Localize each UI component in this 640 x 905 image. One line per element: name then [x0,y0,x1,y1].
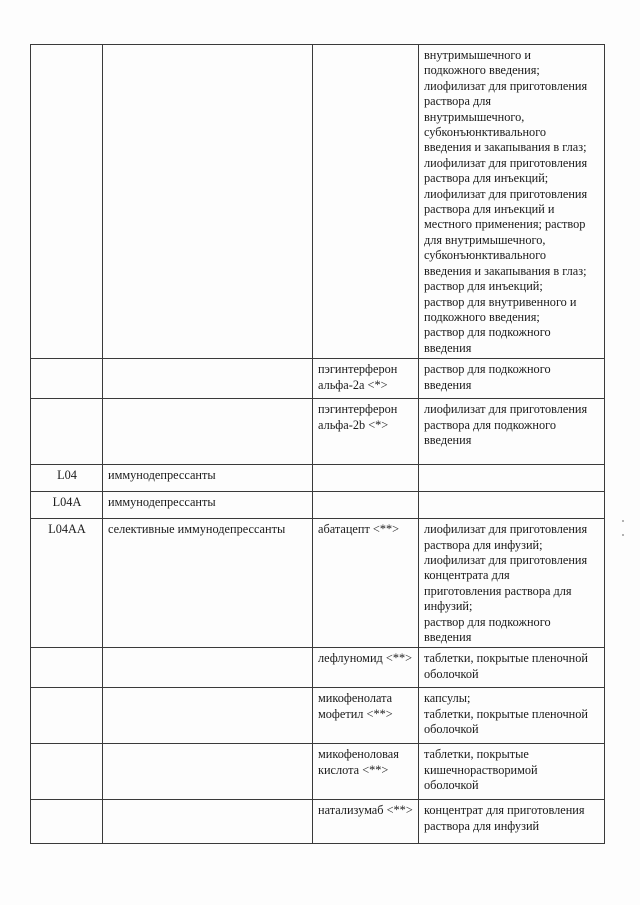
table-row [31,744,605,800]
table-row [31,800,605,844]
atc-code-cell: L04 [31,465,103,492]
dosage-form-line: раствор для инъекций; [424,279,543,294]
dosage-form-line: лиофилизат для приготовления [424,78,588,93]
dosage-form-line: субконъюнктивального [424,125,547,140]
table-row [31,492,605,519]
table-row [31,399,605,465]
dosage-form-line: для внутримышечного, [424,232,546,247]
dosage-form-line: лиофилизат для приготовления [424,186,588,201]
dosage-form-line: субконъюнктивального [424,248,547,263]
dosage-forms-cell [419,359,605,399]
dosage-form-line: лиофилизат для приготовления [424,155,588,170]
atc-code-cell [31,359,103,399]
dosage-forms-cell [419,45,605,359]
group-cell [103,744,313,800]
dosage-form-line: таблетки, покрытые пленочной [424,706,588,721]
dosage-forms-cell [419,399,605,465]
atc-code-cell [31,744,103,800]
atc-code-cell [31,399,103,465]
dosage-form-line: инфузий; [424,599,473,614]
group-cell [103,45,313,359]
dosage-form-line: оболочкой [424,666,479,681]
scan-speck [622,534,624,536]
dosage-form-line: местного применения; раствор [424,217,586,232]
dosage-forms-cell [419,465,605,492]
dosage-forms-cell [419,800,605,844]
dosage-forms-cell [419,688,605,744]
dosage-form-line: раствора для инъекций; [424,171,549,186]
dosage-form-line: концентрата для [424,568,510,583]
group-cell [103,399,313,465]
group-cell: селективные иммунодепрессанты [103,519,313,648]
dosage-form-line: раствора для инфузий; [424,537,543,552]
dosage-form-line: внутримышечного, [424,109,525,124]
dosage-form-line: раствор для внутривенного и [424,294,577,309]
table-row [31,465,605,492]
atc-code-cell: L04AA [31,519,103,648]
dosage-form-line: введения [424,377,472,392]
drug-cell [313,45,419,359]
atc-code-cell: L04A [31,492,103,519]
dosage-form-line: лиофилизат для приготовления [424,522,588,537]
drug-cell: натализумаб <**> [313,800,419,844]
dosage-form-line: раствор для подкожного [424,362,551,377]
drug-cell: лефлуномид <**> [313,648,419,688]
group-cell [103,359,313,399]
dosage-form-line: лиофилизат для приготовления [424,402,588,417]
group-cell [103,688,313,744]
drug-cell [313,465,419,492]
dosage-form-line: введения [424,340,472,355]
dosage-form-line: лиофилизат для приготовления [424,552,588,567]
dosage-form-line: подкожного введения; [424,63,540,78]
dosage-form-line: концентрат для приготовления [424,803,585,818]
scan-speck [622,520,624,522]
medicines-table [30,44,605,844]
dosage-form-line: оболочкой [424,722,479,737]
dosage-form-line: раствора для инъекций и [424,202,555,217]
atc-code-cell [31,45,103,359]
drug-cell: пэгинтерферон альфа-2b <*> [313,399,419,465]
dosage-form-line: капсулы; [424,691,471,706]
dosage-forms-cell [419,648,605,688]
atc-code-cell [31,800,103,844]
dosage-form-line: раствор для подкожного [424,614,551,629]
table-row [31,45,605,359]
dosage-form-line: внутримышечного и [424,48,531,62]
drug-cell: пэгинтерферон альфа-2a <*> [313,359,419,399]
dosage-form-line: введения [424,629,472,644]
drug-cell: абатацепт <**> [313,519,419,648]
dosage-form-line: кишечнорастворимой [424,762,538,777]
table-row [31,648,605,688]
dosage-form-line: подкожного введения; [424,309,540,324]
group-cell: иммунодепрессанты [103,492,313,519]
table-row [31,519,605,648]
dosage-form-line: введения и закапывания в глаз; [424,140,587,155]
atc-code-cell [31,648,103,688]
dosage-forms-cell [419,492,605,519]
drug-cell: микофенолата мофетил <**> [313,688,419,744]
dosage-form-line: оболочкой [424,778,479,793]
dosage-form-line: раствор для подкожного [424,325,551,340]
drug-cell [313,492,419,519]
drug-cell: микофеноловая кислота <**> [313,744,419,800]
group-cell [103,648,313,688]
dosage-form-line: введения [424,432,472,447]
dosage-forms-cell [419,519,605,648]
table-row [31,688,605,744]
group-cell: иммунодепрессанты [103,465,313,492]
group-cell [103,800,313,844]
dosage-form-line: раствора для инфузий [424,818,540,833]
dosage-form-line: таблетки, покрытые пленочной [424,651,588,666]
dosage-form-line: раствора для подкожного [424,417,557,432]
dosage-form-line: раствора для [424,94,492,109]
dosage-form-line: введения и закапывания в глаз; [424,263,587,278]
dosage-form-line: приготовления раствора для [424,583,572,598]
table-row [31,359,605,399]
dosage-forms-cell [419,744,605,800]
dosage-form-line: таблетки, покрытые [424,747,529,762]
atc-code-cell [31,688,103,744]
